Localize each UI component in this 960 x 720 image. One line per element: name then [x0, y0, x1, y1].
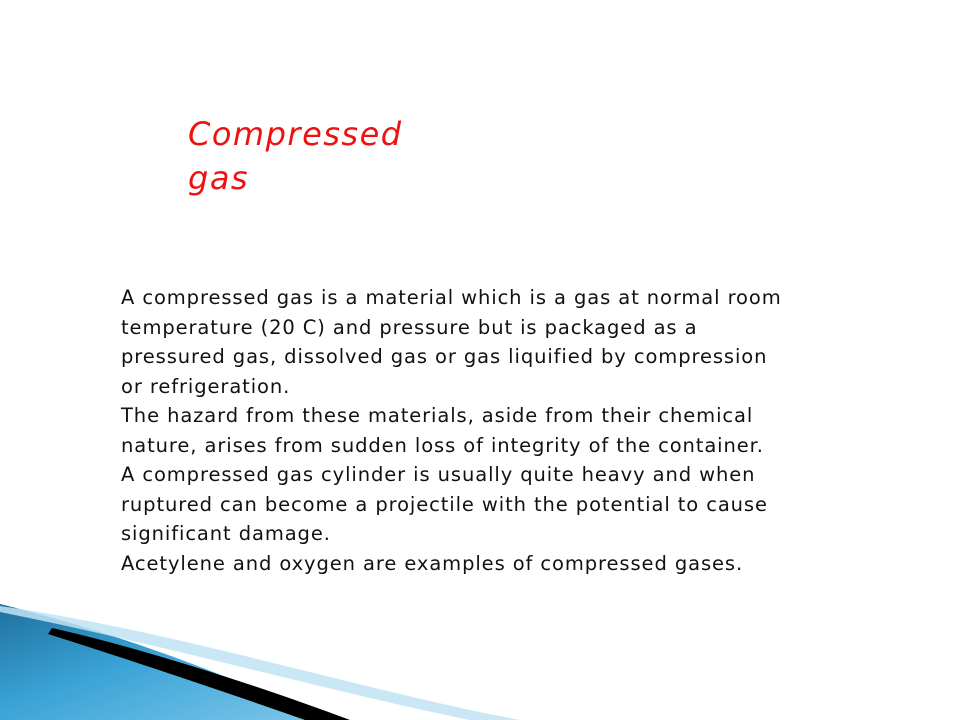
paragraph-definition: A compressed gas is a material which is a gas at normal room temperature (20 C) and pressure but is packaged as a pressured gas, dissolved gas or gas liquified by compression or refrigeration.: [121, 286, 782, 398]
blue-wedge-shape: [0, 604, 320, 720]
paragraph-hazard: The hazard from these materials, aside from their chemical nature, arises from sudden loss of integrity of the container.: [121, 404, 764, 457]
light-blue-wedge-shape: [0, 606, 520, 720]
paragraph-cylinder: A compressed gas cylinder is usually quite heavy and when ruptured can become a projectile with the potential to cause significant damage.: [121, 463, 768, 545]
slide-title: Compressed gas: [188, 115, 403, 197]
paragraph-examples: Acetylene and oxygen are examples of compressed gases.: [121, 551, 744, 575]
black-wedge-shape: [48, 628, 350, 720]
body-text: [121, 283, 881, 578]
